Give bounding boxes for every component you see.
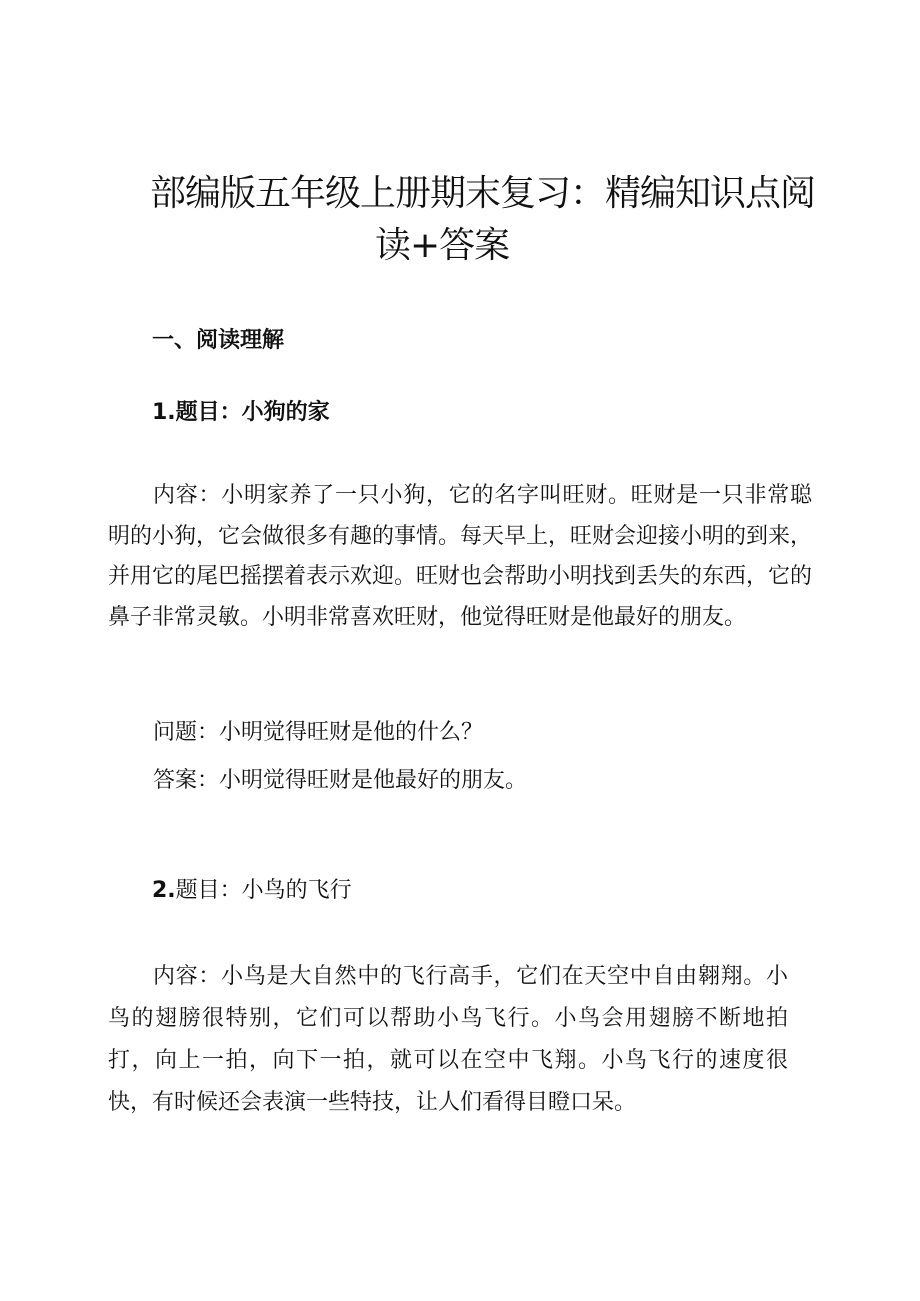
item-1-answer: 答案：小明觉得旺财是他最好的朋友。: [153, 768, 528, 793]
item-1-heading: 1.题目：小狗的家: [152, 400, 330, 425]
document-title-line1: 部编版五年级上册期末复习：精编知识点阅: [150, 173, 816, 214]
item-2-content: 内容：小鸟是大自然中的飞行高手，它们在天空中自由翱翔。小鸟的翅膀很特别，它们可以帮助小鸟飞行。小鸟会用翅膀不断地拍打，向上一拍，向下一拍，就可以在空中飞翔。小鸟飞行的速度很快，有时候还会表演一些特技，让人们看得目瞪口呆。: [108, 964, 788, 1115]
item-1-question: 问题：小明觉得旺财是他的什么？: [153, 720, 484, 745]
document-title-line2: 读+答案: [375, 225, 510, 266]
item-2-heading-text: 题目：小鸟的飞行: [175, 878, 352, 903]
item-1-content: 内容：小明家养了一只小狗，它的名字叫旺财。旺财是一只非常聪明的小狗，它会做很多有趣的事情。每天早上，旺财会迎接小明的到来，并用它的尾巴摇摆着表示欢迎。旺财也会帮助小明找到丢失的东西，它的鼻子非常灵敏。小明非常喜欢旺财，他觉得旺财是他最好的朋友。: [108, 483, 813, 630]
document-title: [150, 168, 816, 272]
item-2-heading-number: 2.: [152, 878, 176, 903]
item-2-heading: [152, 876, 352, 906]
section-heading: 一、阅读理解: [152, 328, 285, 353]
